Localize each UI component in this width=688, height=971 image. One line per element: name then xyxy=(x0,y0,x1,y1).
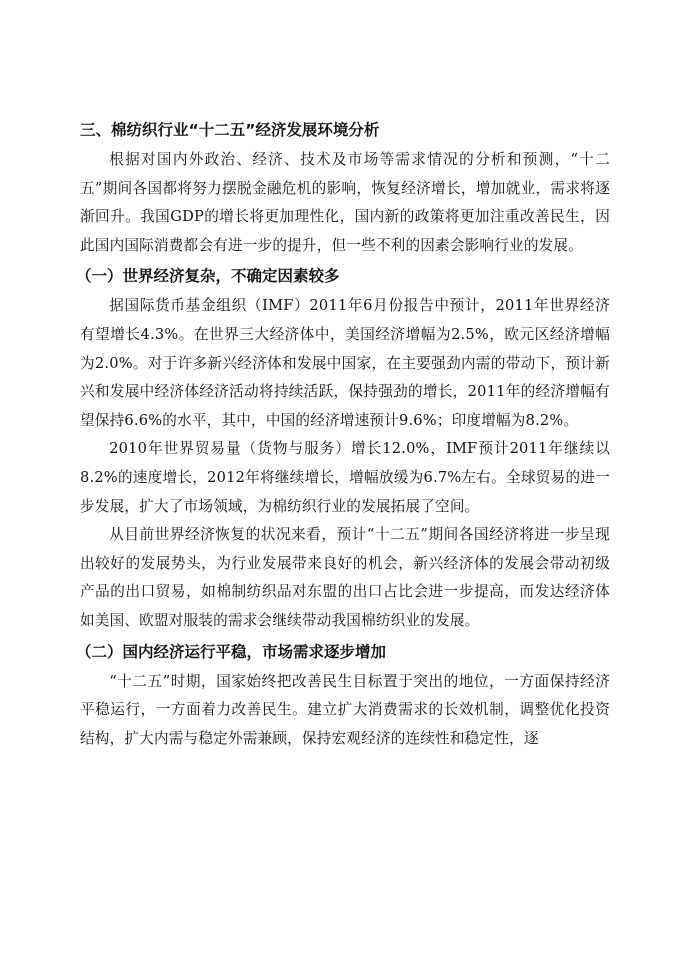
paragraph-domestic-policy: “十二五”时期，国家始终把改善民生目标置于突出的地位，一方面保持经济平稳运行，一方面着力改善民生。建立扩大消费需求的长效机制，调整优化投资结构，扩大内需与稳定外需兼顾，保持宏观经济的连续性和稳定性，逐 xyxy=(80,672,610,747)
section-heading: 三、棉纺织行业“十二五”经济发展环境分析 xyxy=(80,121,380,139)
subsection-heading-domestic-economy: （二）国内经济运行平稳，市场需求逐步增加 xyxy=(76,642,387,661)
intro-paragraph: 根据对国内外政治、经济、技术及市场等需求情况的分析和预测，“十二五”期间各国都将努力摆脱金融危机的影响，恢复经济增长，增加就业，需求将逐渐回升。我国GDP的增长将更加理性化，国内新的政策将更加注重改善民生，因此国内国际消费都会有进一步的提升，但一些不利的因素会影响行业的发展。 xyxy=(80,151,610,254)
paragraph-world-trade: 2010年世界贸易量（货物与服务）增长12.0%，IMF预计2011年继续以8.2%的速度增长，2012年将继续增长，增幅放缓为6.7%左右。全球贸易的进一步发展，扩大了市场领域，为棉纺织行业的发展拓展了空间。 xyxy=(80,440,610,515)
paragraph-imf-forecast: 据国际货币基金组织（IMF）2011年6月份报告中预计，2011年世界经济有望增长4.3%。在世界三大经济体中，美国经济增幅为2.5%，欧元区经济增幅为2.0%。对于许多新兴经济体和发展中国家，在主要强劲内需的带动下，预计新兴和发展中经济体经济活动将持续活跃，保持强劲的增长，2011年的经济增幅有望保持6.6%的水平，其中，中国的经济增速预计9.6%；印度增幅为8.2%。 xyxy=(80,297,610,429)
paragraph-recovery-outlook: 从目前世界经济恢复的状况来看，预计“十二五”期间各国经济将进一步呈现出较好的发展势头，为行业发展带来良好的机会，新兴经济体的发展会带动初级产品的出口贸易，如棉制纺织品对东盟的出口占比会进一步提高，而发达经济体如美国、欧盟对服装的需求会继续带动我国棉纺织业的发展。 xyxy=(80,526,610,629)
subsection-heading-world-economy: （一）世界经济复杂，不确定因素较多 xyxy=(76,267,340,286)
document-page xyxy=(76,116,610,753)
